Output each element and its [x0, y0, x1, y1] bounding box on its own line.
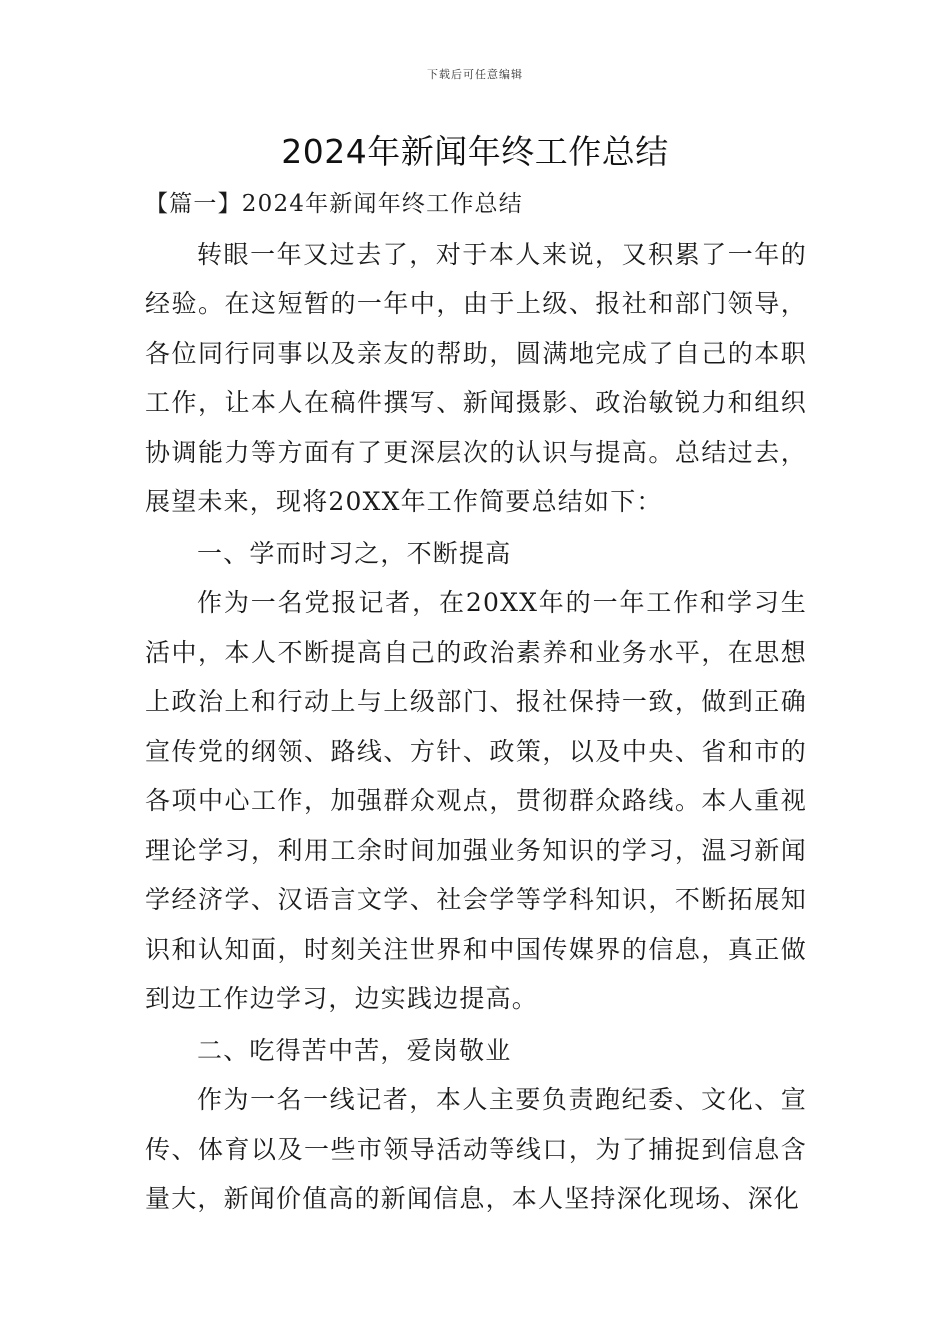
paragraph-study: 作为一名党报记者，在20XX年的一年工作和学习生活中，本人不断提高自己的政治素养和业务水平，在思想上政治上和行动上与上级部门、报社保持一致，做到正确宣传党的纲领、路线、方针、政策，以及中央、省和市的各项中心工作，加强群众观点，贯彻群众路线。本人重视理论学习，利用工余时间加强业务知识的学习，温习新闻学经济学、汉语言文学、社会学等学科知识，不断拓展知识和认知面，时刻关注世界和中国传媒界的信息，真正做到边工作边学习，边实践边提高。 — [145, 588, 807, 1013]
section-heading-1: 一、学而时习之，不断提高 — [197, 538, 512, 568]
document-title: 2024年新闻年终工作总结 — [281, 132, 669, 171]
document-body — [145, 180, 807, 1224]
header-note: 下载后可任意编辑 — [427, 68, 523, 81]
paragraph-work: 作为一名一线记者，本人主要负责跑纪委、文化、宣传、体育以及一些市领导活动等线口，为了捕捉到信息含量大，新闻价值高的新闻信息，本人坚持深化现场、深化 — [145, 1085, 807, 1213]
section-heading-2: 二、吃得苦中苦，爱岗敬业 — [197, 1035, 512, 1065]
section-label: 【篇一】2024年新闻年终工作总结 — [145, 191, 523, 217]
paragraph-intro: 转眼一年又过去了，对于本人来说，又积累了一年的经验。在这短暂的一年中，由于上级、报社和部门领导，各位同行同事以及亲友的帮助，圆满地完成了自己的本职工作，让本人在稿件撰写、新闻摄影、政治敏锐力和组织协调能力等方面有了更深层次的认识与提高。总结过去，展望未来，现将20XX年工作简要总结如下： — [145, 239, 807, 516]
